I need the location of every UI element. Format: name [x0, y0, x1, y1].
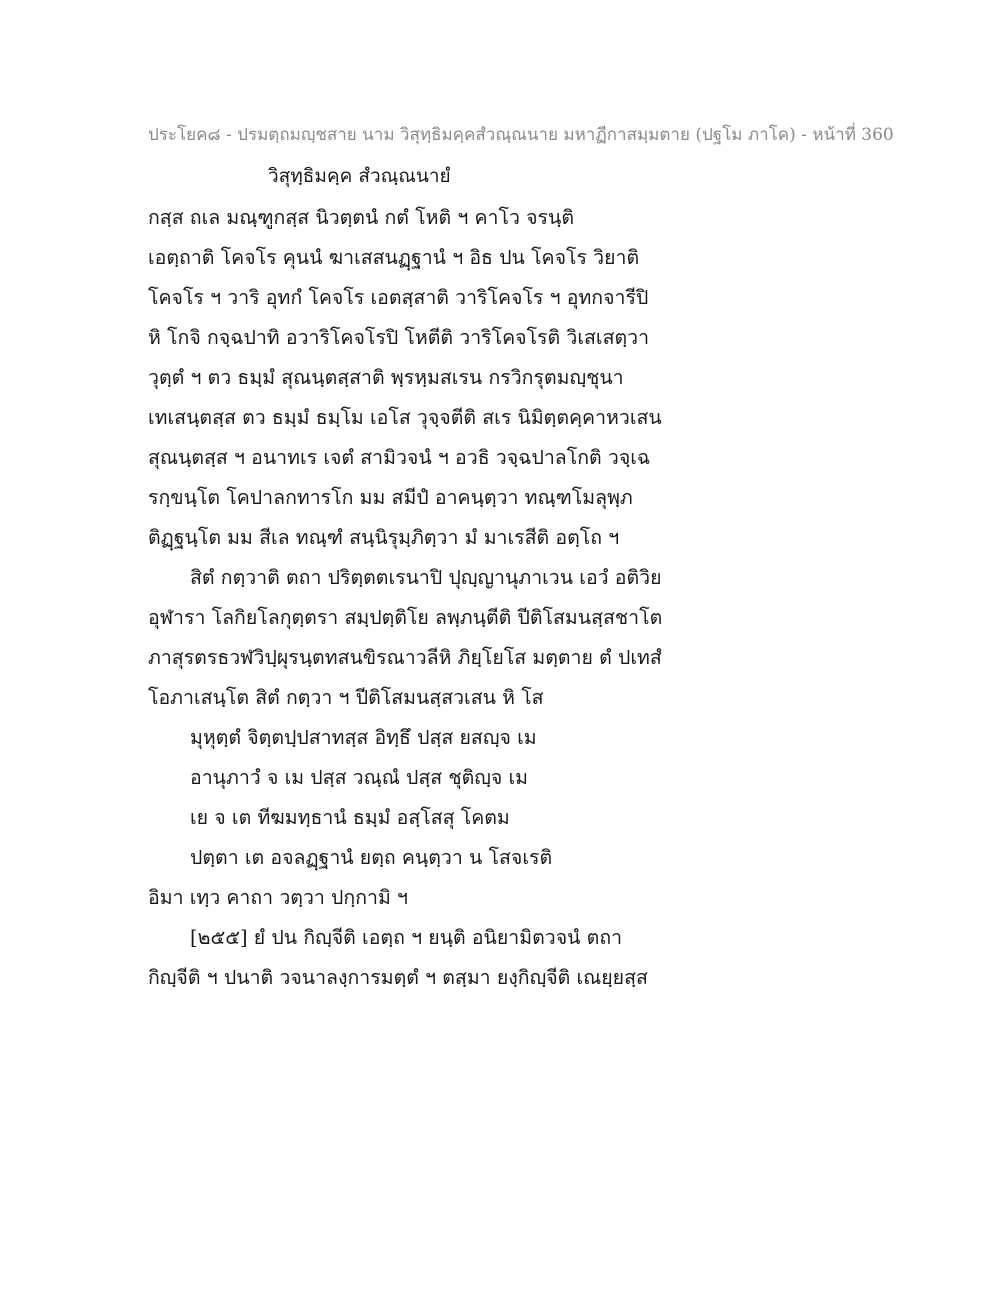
- text-line: รกฺขนฺโต โคปาลกทารโก มม สมีปํ อาคนฺตฺวา ทณฺฑโมลุพฺภ: [148, 486, 633, 509]
- text-line: วุตฺตํ ฯ ตว ธมฺมํ สุณนฺตสฺสาติ พฺรหฺมสเรน กรวิกรุตมญฺชุนา: [148, 366, 624, 389]
- text-line: ติฏฺฐนฺโต มม สีเล ทณฺฑํ สนฺนิรุมฺภิตฺวา มํ มาเรสีติ อตฺโถ ฯ: [148, 526, 620, 549]
- text-line: อิมา เทฺว คาถา วตฺวา ปกฺกามิ ฯ: [148, 886, 408, 909]
- verse-line: อานุภาวํ จ เม ปสฺส วณฺณํ ปสฺส ชุติญฺจ เม: [190, 766, 529, 789]
- text-line: หิ โกจิ กจฺฉปาทิ อวาริโคจโรปิ โหตีติ วาริโคจโรติ วิเสเสตฺวา: [148, 326, 650, 349]
- text-line: โคจโร ฯ วาริ อุทกํ โคจโร เอตสฺสาติ วาริโคจโร ฯ อุทกจารีปิ: [148, 286, 649, 309]
- text-line: เทเสนฺตสฺส ตว ธมฺมํ ธมฺโม เอโส วุจฺจตีติ สเร นิมิตฺตคฺคาหวเสน: [148, 406, 662, 429]
- text-line: โอภาเสนฺโต สิตํ กตฺวา ฯ ปีติโสมนสฺสวเสน หิ โส: [148, 686, 544, 709]
- section-title: วิสุทฺธิมคฺค สํวณฺณนายํ: [268, 165, 451, 187]
- running-header: ประโยค๘ - ปรมตฺถมญฺชสาย นาม วิสุทฺธิมคฺคสํวณฺณนาย มหาฏีกาสมฺมตาย (ปฐโม ภาโค) - หน้าที่ 360: [148, 125, 894, 145]
- text-line: สุณนฺตสฺส ฯ อนาทเร เจตํ สามิวจนํ ฯ อวธิ วจฺฉปาลโกติ วจฺเฉ: [148, 446, 651, 469]
- text-line: กิญฺจีติ ฯ ปนาติ วจนาลงฺการมตฺตํ ฯ ตสฺมา ยงฺกิญฺจีติ เณยฺยสฺส: [148, 966, 648, 989]
- text-line: เอตฺถาติ โคจโร คุนนํ ฆาเสสนฏฺฐานํ ฯ อิธ ปน โคจโร วิยาติ: [148, 246, 640, 269]
- text-line: ภาสุรตรธวฬวิปฺผุรนฺตทสนขิรณาวลีหิ ภิยฺโยโส มตฺตาย ตํ ปเทสํ: [148, 646, 662, 669]
- body-text: [148, 198, 868, 998]
- paragraph-start-line: สิตํ กตฺวาติ ตถา ปริตฺตตเรนาปิ ปุญฺญานุภาเวน เอวํ อติวิย: [190, 566, 662, 589]
- verse-line: ปตฺตา เต อจลฏฺฐานํ ยตฺถ คนฺตฺวา น โสจเรติ: [190, 846, 553, 869]
- paragraph-start-line: [๒๕๕] ยํ ปน กิญฺจีติ เอตฺถ ฯ ยนฺติ อนิยามิตวจนํ ตถา: [190, 926, 623, 949]
- text-line: อุฬารา โลกิยโลกุตฺตรา สมฺปตฺติโย ลพฺภนฺตีติ ปีติโสมนสฺสชาโต: [148, 606, 663, 629]
- verse-line: มุหุตฺตํ จิตฺตปฺปสาทสฺส อิทฺธึ ปสฺส ยสญฺจ เม: [190, 726, 537, 749]
- text-line: กสฺส ถเล มณฺฑูกสฺส นิวตฺตนํ กตํ โหติ ฯ คาโว จรนฺติ: [148, 206, 575, 229]
- verse-line: เย จ เต ทีฆมทฺธานํ ธมฺมํ อสฺโสสุ โคตม: [190, 806, 510, 829]
